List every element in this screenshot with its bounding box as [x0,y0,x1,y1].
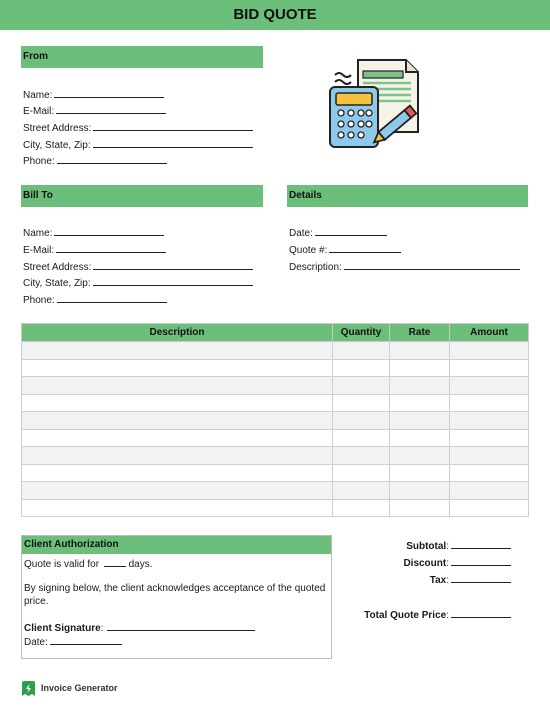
client-authorization-box [21,535,332,659]
table-row [22,499,529,517]
amount-cell[interactable] [450,499,529,517]
table-row [22,482,529,500]
from-name-line [54,88,164,98]
details-quote-line [329,243,401,253]
col-rate: Rate [390,324,450,342]
tax-line [451,573,511,583]
footer-brand[interactable] [22,680,118,696]
acknowledgement-text: By signing below, the client acknowledges acceptance of the quoted price. [24,583,326,607]
bill-phone-field[interactable] [23,293,167,307]
quantity-cell[interactable] [333,429,390,447]
quantity-cell[interactable] [333,377,390,395]
details-quote-label: Quote #: [289,245,328,256]
col-amount: Amount [450,324,529,342]
from-heading: From [21,46,263,68]
description-cell[interactable] [22,464,333,482]
bill-phone-label: Phone: [23,295,55,306]
title-bar [0,0,550,30]
table-row [22,412,529,430]
amount-cell[interactable] [450,412,529,430]
bill-street-label: Street Address: [23,262,92,273]
tax-row[interactable]: Tax: [430,573,511,587]
rate-cell[interactable] [390,377,450,395]
validity-suffix: days. [128,559,153,570]
details-date-line [315,226,387,236]
details-date-field[interactable] [289,226,387,240]
signature-label: Client Signature [24,623,101,634]
description-cell[interactable] [22,499,333,517]
description-cell[interactable] [22,429,333,447]
quantity-cell[interactable] [333,342,390,360]
col-description: Description [22,324,333,342]
from-street-label: Street Address: [23,123,92,134]
signature-line [107,621,255,631]
description-cell[interactable] [22,447,333,465]
bill-name-field[interactable] [23,226,164,240]
rate-cell[interactable] [390,482,450,500]
from-name-field[interactable] [23,88,164,102]
table-row [22,377,529,395]
spreadsheet-icon [325,55,425,150]
rate-cell[interactable] [390,464,450,482]
calculator-icon [330,87,378,147]
col-quantity: Quantity [333,324,390,342]
auth-date-line [50,635,122,645]
description-cell[interactable] [22,412,333,430]
items-table [21,323,529,517]
details-quote-field[interactable] [289,243,401,257]
from-email-label: E-Mail: [23,106,55,117]
details-description-field[interactable] [289,260,520,274]
bill-phone-line [57,293,167,303]
rate-cell[interactable] [390,499,450,517]
from-email-field[interactable] [23,104,166,118]
table-row [22,394,529,412]
details-description-label: Description: [289,262,342,273]
from-phone-line [57,154,167,164]
quantity-cell[interactable] [333,499,390,517]
description-cell[interactable] [22,377,333,395]
rate-cell[interactable] [390,447,450,465]
quantity-cell[interactable] [333,394,390,412]
amount-cell[interactable] [450,394,529,412]
bill-email-field[interactable] [23,243,166,257]
client-authorization-heading: Client Authorization [22,536,331,554]
subtotal-label: Subtotal [406,541,447,552]
quantity-cell[interactable] [333,447,390,465]
rate-cell[interactable] [390,342,450,360]
discount-row[interactable]: Discount: [403,556,511,570]
tax-label: Tax [429,575,447,586]
total-quote-price-row[interactable]: Total Quote Price: [364,608,511,622]
amount-cell[interactable] [450,359,529,377]
details-heading: Details [287,185,528,207]
description-cell[interactable] [22,482,333,500]
bill-to-heading: Bill To [21,185,263,207]
from-phone-field[interactable] [23,154,167,168]
subtotal-line [451,539,511,549]
amount-cell[interactable] [450,429,529,447]
bill-city-field[interactable] [23,276,253,290]
quantity-cell[interactable] [333,464,390,482]
amount-cell[interactable] [450,464,529,482]
rate-cell[interactable] [390,359,450,377]
quantity-cell[interactable] [333,412,390,430]
amount-cell[interactable] [450,482,529,500]
subtotal-row[interactable]: Subtotal: [406,539,511,553]
quantity-cell[interactable] [333,359,390,377]
discount-line [451,556,511,566]
bill-city-label: City, State, Zip: [23,278,91,289]
table-row [22,447,529,465]
amount-cell[interactable] [450,447,529,465]
description-cell[interactable] [22,342,333,360]
quote-validity[interactable] [24,557,153,571]
client-signature-field[interactable]: Client Signature: [24,621,255,635]
description-cell[interactable] [22,359,333,377]
from-name-label: Name: [23,90,53,101]
bill-email-label: E-Mail: [23,245,55,256]
bill-name-line [54,226,164,236]
rate-cell[interactable] [390,412,450,430]
from-city-line [93,138,253,148]
table-row [22,359,529,377]
rate-cell[interactable] [390,394,450,412]
bill-street-field[interactable] [23,260,253,274]
table-header-row [22,324,529,342]
page-title: BID QUOTE [233,6,317,23]
invoice-generator-logo-icon [22,681,35,696]
details-date-label: Date: [289,228,313,239]
validity-prefix: Quote is valid for [24,559,100,570]
rate-cell[interactable] [390,429,450,447]
from-city-field[interactable] [23,138,253,152]
from-street-field[interactable] [23,121,253,135]
auth-date-label: Date: [24,637,48,648]
discount-label: Discount [403,558,447,569]
from-city-label: City, State, Zip: [23,140,91,151]
table-row [22,429,529,447]
amount-cell[interactable] [450,342,529,360]
details-description-line [344,260,520,270]
table-row [22,464,529,482]
quote-illustration [325,55,425,150]
quantity-cell[interactable] [333,482,390,500]
client-date-field[interactable] [24,635,122,649]
total-quote-price-line [451,608,511,618]
table-row [22,342,529,360]
total-quote-price-label: Total Quote Price [364,610,447,621]
from-phone-label: Phone: [23,156,55,167]
bill-email-line [56,243,166,253]
bill-city-line [93,276,253,286]
bill-name-label: Name: [23,228,53,239]
amount-cell[interactable] [450,377,529,395]
from-email-line [56,104,166,114]
validity-days-line [104,557,126,567]
description-cell[interactable] [22,394,333,412]
footer-brand-name: Invoice Generator [41,683,118,693]
bill-street-line [93,260,253,270]
from-street-line [93,121,253,131]
